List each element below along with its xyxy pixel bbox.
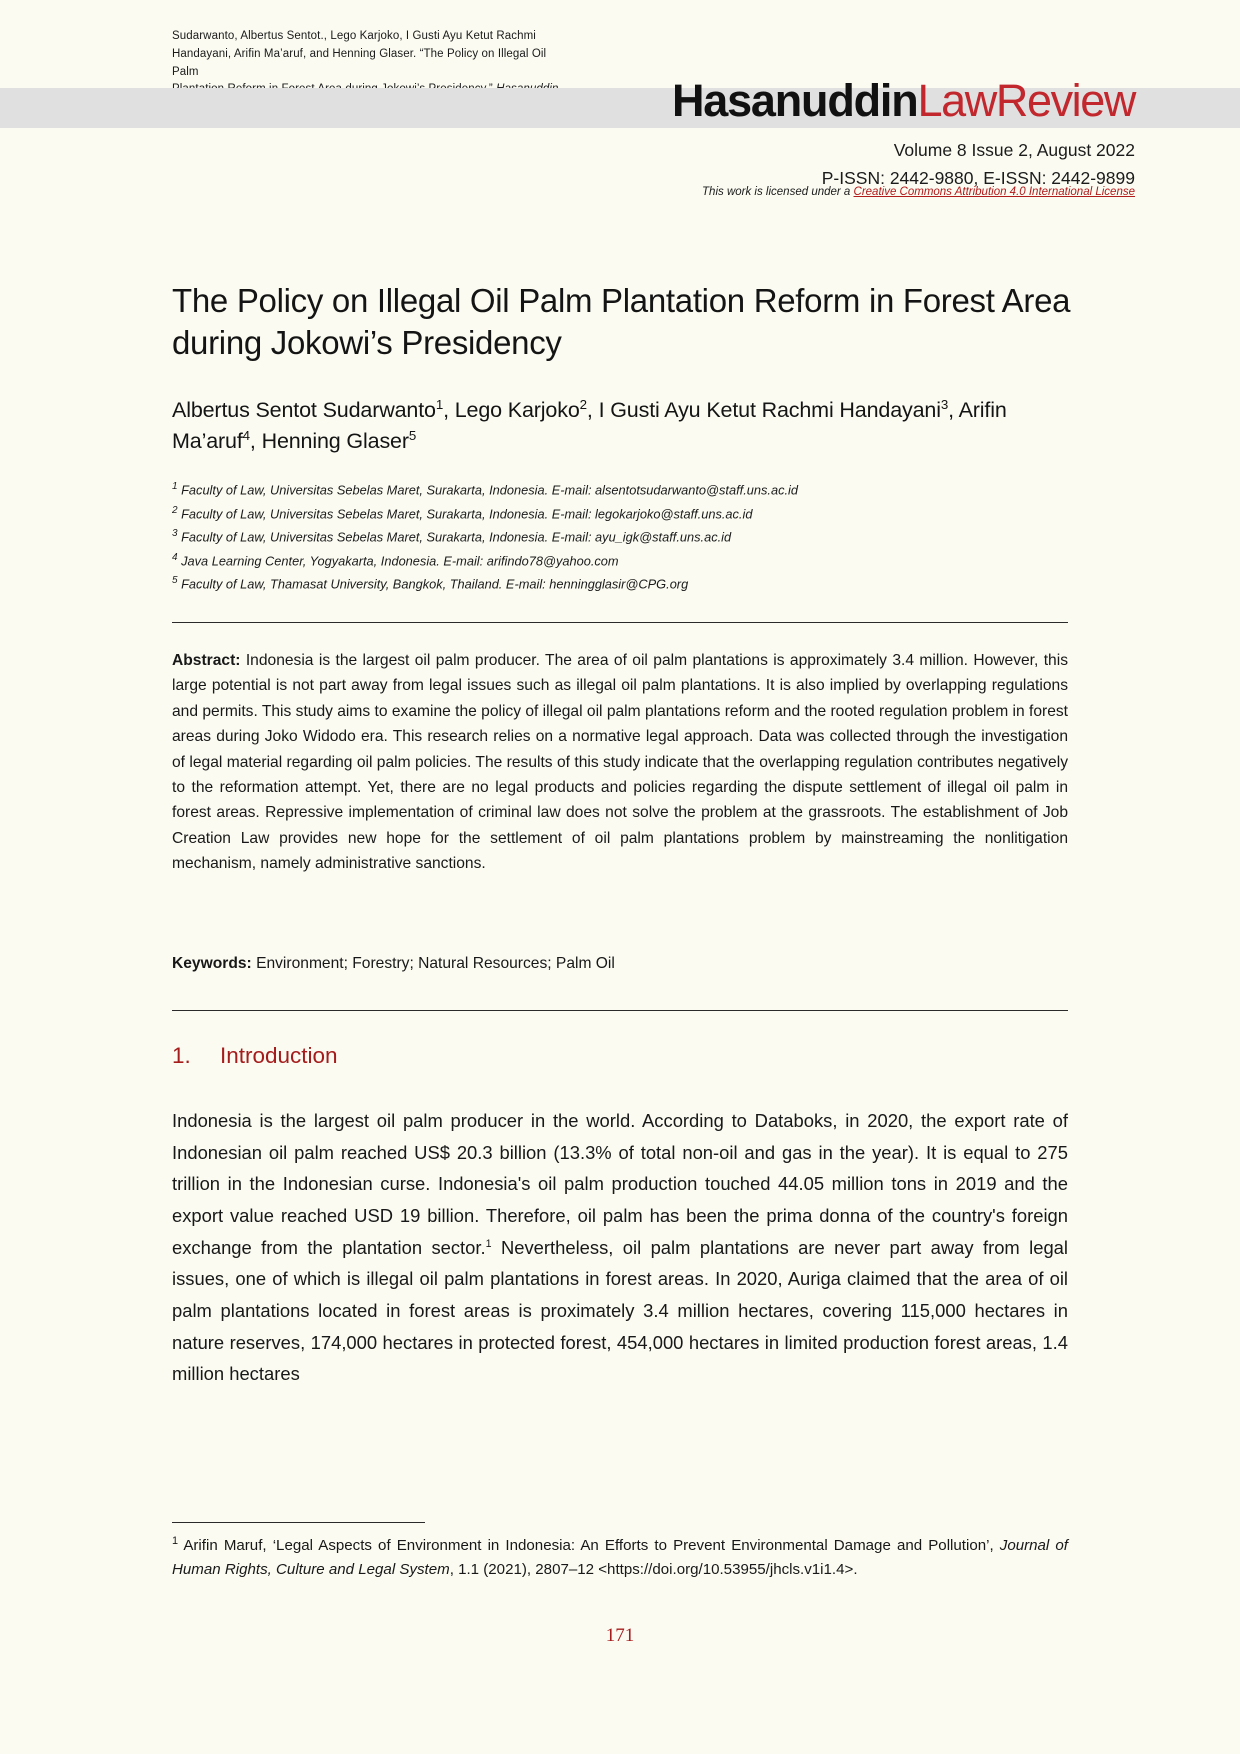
affiliation-list (172, 478, 1072, 596)
masthead-lawreview: LawReview (917, 75, 1135, 126)
section-title: Introduction (220, 1043, 338, 1068)
divider-top (172, 622, 1068, 623)
affiliation-marker: 3 (172, 528, 178, 540)
keywords-text: Environment; Forestry; Natural Resources; Palm Oil (251, 955, 615, 972)
affiliation-marker: 1 (172, 481, 178, 492)
abstract-block (172, 648, 1068, 877)
citation-line-1: Sudarwanto, Albertus Sentot., Lego Karjoko, I Gusti Ayu Ketut Rachmi (172, 30, 536, 42)
affiliation-text: Faculty of Law, Thamasat University, Bangkok, Thailand. E-mail: henningglasir@CPG.org (181, 576, 689, 592)
keywords-label: Keywords: (172, 955, 252, 972)
volume-issue-line: Volume 8 Issue 2, August 2022 (893, 140, 1135, 160)
section-heading-introduction (172, 1043, 1068, 1069)
affiliation-item (172, 549, 1072, 573)
affiliation-text: Faculty of Law, Universitas Sebelas Maret, Surakarta, Indonesia. E-mail: alsentotsudarwanto@staff.uns.ac.id (181, 482, 798, 498)
divider-bottom (172, 1010, 1068, 1011)
abstract-label: Abstract: (172, 652, 241, 669)
footnote-1: $^1$ Arifin Maruf, ‘Legal Aspects of Environment in Indonesia: An Efforts to Prevent Environmental Damage and Pollution’, Journal of Human Rights, Culture and Legal System, 1.1 (2021), 2807–12 <https://doi.org/10.53955/jhcls.v1i1.4>. (172, 1535, 1068, 1579)
affiliation-marker: 4 (172, 551, 178, 563)
license-link[interactable]: Creative Commons Attribution 4.0 International License (853, 186, 1135, 198)
affiliation-text: Java Learning Center, Yogyakarta, Indonesia. E-mail: arifindo78@yahoo.com (181, 552, 619, 568)
keywords-block (172, 952, 1068, 977)
masthead-hasanuddin: Hasanuddin (671, 75, 918, 126)
affiliation-item (172, 525, 1072, 549)
affiliation-marker: 5 (172, 575, 178, 587)
affiliation-item (172, 502, 1072, 526)
affiliation-text: Faculty of Law, Universitas Sebelas Maret, Surakarta, Indonesia. E-mail: ayu_igk@staff.uns.ac.id (181, 529, 732, 545)
issue-info (822, 136, 1135, 192)
page-number: 171 (605, 1625, 635, 1646)
affiliation-text: Faculty of Law, Universitas Sebelas Maret, Surakarta, Indonesia. E-mail: legokarjoko@staff.uns.ac.id (181, 505, 753, 521)
body-paragraph: Indonesia is the largest oil palm producer in the world. According to Databoks, in 2020, the export rate of Indonesian oil palm reached US$ 20.3 billion (13.3% of total non-oil and gas in the year). It is equal to 275 trillion in the Indonesian curse. Indonesia's oil palm production touched 44.05 million tons in 2019 and the export value reached USD 19 billion. Therefore, oil palm has been the prima donna of the country's foreign exchange from the plantation sector.$^1$ Nevertheless, oil palm plantations are never part away from legal issues, one of which is illegal oil palm plantations in forest areas. In 2020, Auriga claimed that the area of oil palm plantations located in forest areas is proximately 3.4 million hectares, covering 115,000 hectares in nature reserves, 174,000 hectares in protected forest, 454,000 hectares in limited production forest areas, 1.4 million hectares (172, 1110, 1068, 1385)
footnote-separator (172, 1522, 425, 1523)
issn-line: P-ISSN: 2442-9880, E-ISSN: 2442-9899 (821, 168, 1135, 188)
abstract-text: Indonesia is the largest oil palm producer. The area of oil palm plantations is approximately 3.4 million. However, this large potential is not part away from legal issues such as illegal oil palm plantations. It is also implied by overlapping regulations and permits. This study aims to examine the policy of illegal oil palm plantations reform and the rooted regulation problem in forest areas during Joko Widodo era. This research relies on a normative legal approach. Data was collected through the investigation of legal material regarding oil palm policies. The results of this study indicate that the overlapping regulation contributes negatively to the reformation attempt. Yet, there are no legal products and policies regarding the dispute settlement of illegal oil palm in forest areas. Repressive implementation of criminal law does not solve the problem at the grassroots. The establishment of Job Creation Law provides new hope for the settlement of oil palm plantations problem by mainstreaming the nonlitigation mechanism, namely administrative sanctions. (172, 652, 1068, 873)
journal-masthead (671, 75, 1135, 126)
license-statement (702, 186, 1135, 198)
affiliation-marker: 2 (172, 504, 178, 516)
author-list: Albertus Sentot Sudarwanto$^1$, Lego Karjoko$^2$, I Gusti Ayu Ketut Rachmi Handayani$^3$, Arifin Ma’aruf$^4$, Henning Glaser$^5$ (172, 396, 1007, 453)
affiliation-item (172, 478, 1072, 502)
page-title: The Policy on Illegal Oil Palm Plantation Reform in Forest Area during Jokowi’s Presidency (172, 282, 1071, 362)
citation-line-2: Handayani, Arifin Ma’aruf, and Henning Glaser. “The Policy on Illegal Oil Palm (172, 47, 547, 78)
license-prefix: This work is licensed under a (702, 186, 854, 198)
section-number: 1. (172, 1043, 191, 1068)
affiliation-item (172, 572, 1072, 596)
